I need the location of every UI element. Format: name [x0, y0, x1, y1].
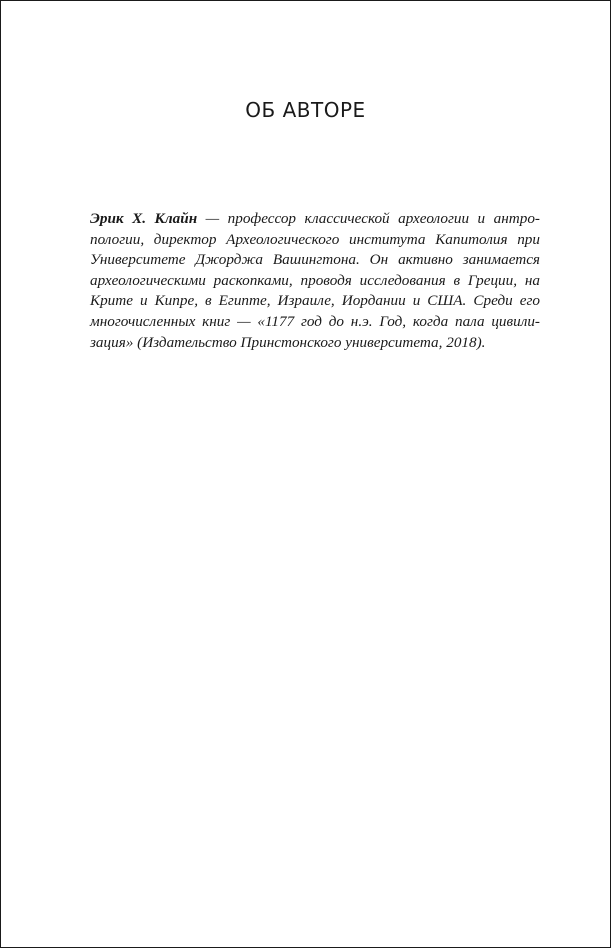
section-heading: ОБ АВТОРЕ [245, 98, 366, 122]
bio-line-text: — профессор классической археологии и антро- [197, 210, 540, 227]
author-bio [90, 209, 540, 353]
author-name: Эрик Х. Клайн [90, 210, 198, 227]
bio-line: археологическими раскопками, проводя исследования в Греции, на [90, 271, 540, 289]
bio-line: зация» (Издательство Принстонского университета, 2018). [90, 333, 486, 351]
bio-line: Университете Джорджа Вашингтона. Он активно занимается [90, 251, 540, 269]
bio-line: многочисленных книг — «1177 год до н.э. Год, когда пала цивили- [90, 312, 540, 330]
bio-line [90, 209, 540, 230]
bio-line: пологии, директор Археологического института Капитолия при [90, 230, 540, 248]
bio-line: Крите и Кипре, в Египте, Израиле, Иордании и США. Среди его [90, 292, 540, 310]
